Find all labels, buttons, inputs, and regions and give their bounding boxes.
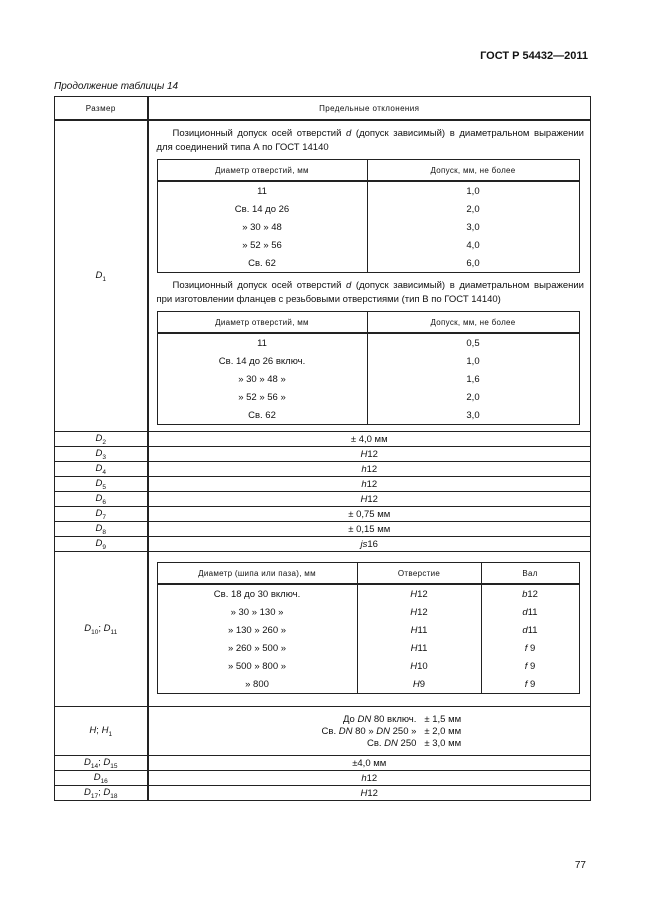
deviation-value: ± 4,0 мм bbox=[148, 432, 591, 447]
d1a-cell: 2,0 bbox=[367, 200, 579, 218]
d1a-row bbox=[157, 181, 579, 200]
d10-content bbox=[148, 552, 591, 707]
fit-cell: d11 bbox=[481, 603, 579, 621]
d1b-header-tolerance: Допуск, мм, не более bbox=[367, 312, 579, 334]
d1b-cell: Св. 14 до 26 включ. bbox=[157, 352, 367, 370]
header-size: Размер bbox=[55, 97, 148, 121]
height-tolerance: ± 3,0 мм bbox=[424, 737, 462, 749]
d1b-cell: 1,6 bbox=[367, 370, 579, 388]
fit-header-diameter: Диаметр (шипа или паза), мм bbox=[157, 563, 357, 585]
deviation-value: ±4,0 мм bbox=[148, 756, 591, 771]
row-d1 bbox=[55, 120, 591, 432]
d1b-cell: 3,0 bbox=[367, 406, 579, 425]
d1a-cell: 3,0 bbox=[367, 218, 579, 236]
height-range: Св. DN 250 bbox=[366, 737, 417, 749]
size-label: $D_2$ bbox=[55, 432, 148, 447]
table-header-row bbox=[55, 97, 591, 121]
simple-row bbox=[55, 462, 591, 477]
d1b-cell: Св. 62 bbox=[157, 406, 367, 425]
d1b-header-diameter: Диаметр отверстий, мм bbox=[157, 312, 367, 334]
h-content bbox=[148, 707, 591, 756]
fit-row bbox=[157, 675, 579, 694]
d1b-row bbox=[157, 352, 579, 370]
d1b-cell: 2,0 bbox=[367, 388, 579, 406]
fit-row bbox=[157, 621, 579, 639]
size-label: $D_9$ bbox=[55, 537, 148, 552]
height-range: Св. DN 80 » DN 250 » bbox=[321, 725, 417, 737]
size-label: $D_{16}$ bbox=[55, 771, 148, 786]
deviation-value: H12 bbox=[148, 786, 591, 801]
height-tolerance: ± 1,5 мм bbox=[424, 713, 462, 725]
simple-row bbox=[55, 492, 591, 507]
standard-number: ГОСТ Р 54432—2011 bbox=[480, 50, 588, 62]
page-number: 77 bbox=[574, 860, 586, 871]
fit-cell: H12 bbox=[357, 603, 481, 621]
height-row bbox=[239, 737, 499, 749]
d1b-row bbox=[157, 406, 579, 425]
d1-type-a-table bbox=[157, 159, 580, 273]
d1a-row bbox=[157, 236, 579, 254]
d1b-row bbox=[157, 333, 579, 352]
d1-content bbox=[148, 120, 591, 432]
label-h-h1: H; $H_1$ bbox=[55, 707, 148, 756]
height-range: До DN 80 включ. bbox=[342, 713, 417, 725]
fit-cell: f 9 bbox=[481, 675, 579, 694]
height-row bbox=[239, 713, 499, 725]
d1a-cell: Св. 14 до 26 bbox=[157, 200, 367, 218]
fit-cell: » 130 » 260 » bbox=[157, 621, 357, 639]
deviation-value: h12 bbox=[148, 771, 591, 786]
size-label: $D_8$ bbox=[55, 522, 148, 537]
fit-cell: b12 bbox=[481, 584, 579, 603]
d1-paragraph-type-b: Позиционный допуск осей отверстий d (допуск зависимый) в диаметральном выражении при изготовлении фланцев с резьбовыми отверстиями (тип В по ГОСТ 14140) bbox=[156, 280, 584, 305]
fit-cell: H11 bbox=[357, 639, 481, 657]
d1a-cell: » 30 » 48 bbox=[157, 218, 367, 236]
fit-cell: H9 bbox=[357, 675, 481, 694]
d1-paragraph-type-a: Позиционный допуск осей отверстий d (допуск зависимый) в диаметральном выражении для соединений типа А по ГОСТ 14140 bbox=[156, 128, 584, 153]
fit-row bbox=[157, 639, 579, 657]
fit-cell: Св. 18 до 30 включ. bbox=[157, 584, 357, 603]
simple-row bbox=[55, 537, 591, 552]
fit-cell: » 260 » 500 » bbox=[157, 639, 357, 657]
header-deviations: Предельные отклонения bbox=[148, 97, 591, 121]
simple-row bbox=[55, 756, 591, 771]
height-tolerance-list bbox=[239, 713, 499, 749]
d1b-cell: 0,5 bbox=[367, 333, 579, 352]
label-d10-d11: $D_{10}$; $D_{11}$ bbox=[55, 552, 148, 707]
deviation-value: h12 bbox=[148, 462, 591, 477]
fit-cell: f 9 bbox=[481, 639, 579, 657]
fit-cell: H10 bbox=[357, 657, 481, 675]
fit-header-hole: Отверстие bbox=[357, 563, 481, 585]
table-continuation-caption: Продолжение таблицы 14 bbox=[54, 81, 179, 92]
simple-row bbox=[55, 786, 591, 801]
d1b-row bbox=[157, 370, 579, 388]
row-d10-d11 bbox=[55, 552, 591, 707]
fit-cell: » 800 bbox=[157, 675, 357, 694]
fit-table bbox=[157, 562, 580, 694]
simple-row bbox=[55, 477, 591, 492]
size-label: $D_4$ bbox=[55, 462, 148, 477]
size-label: $D_{14}$; $D_{15}$ bbox=[55, 756, 148, 771]
size-label: $D_{17}$; $D_{18}$ bbox=[55, 786, 148, 801]
d1b-cell: » 52 » 56 » bbox=[157, 388, 367, 406]
height-tolerance: ± 2,0 мм bbox=[424, 725, 462, 737]
deviation-value: H12 bbox=[148, 492, 591, 507]
d1b-row bbox=[157, 388, 579, 406]
fit-row bbox=[157, 657, 579, 675]
d1a-cell: 1,0 bbox=[367, 181, 579, 200]
deviation-value: ± 0,15 мм bbox=[148, 522, 591, 537]
size-label: $D_5$ bbox=[55, 477, 148, 492]
fit-cell: » 30 » 130 » bbox=[157, 603, 357, 621]
fit-row bbox=[157, 603, 579, 621]
d1a-cell: 6,0 bbox=[367, 254, 579, 273]
d1a-row bbox=[157, 254, 579, 273]
fit-cell: H11 bbox=[357, 621, 481, 639]
d1a-header-diameter: Диаметр отверстий, мм bbox=[157, 160, 367, 182]
simple-row bbox=[55, 432, 591, 447]
size-label: $D_6$ bbox=[55, 492, 148, 507]
d1a-cell: Св. 62 bbox=[157, 254, 367, 273]
d1a-row bbox=[157, 218, 579, 236]
fit-cell: H12 bbox=[357, 584, 481, 603]
size-label: $D_7$ bbox=[55, 507, 148, 522]
d1b-cell: 1,0 bbox=[367, 352, 579, 370]
deviation-value: ± 0,75 мм bbox=[148, 507, 591, 522]
d1a-cell: 11 bbox=[157, 181, 367, 200]
simple-row bbox=[55, 447, 591, 462]
fit-cell: d11 bbox=[481, 621, 579, 639]
fit-cell: f 9 bbox=[481, 657, 579, 675]
deviation-value: js16 bbox=[148, 537, 591, 552]
fit-row bbox=[157, 584, 579, 603]
d1-type-b-table bbox=[157, 311, 580, 425]
fit-cell: » 500 » 800 » bbox=[157, 657, 357, 675]
d1b-cell: 11 bbox=[157, 333, 367, 352]
row-h-h1 bbox=[55, 707, 591, 756]
simple-row bbox=[55, 522, 591, 537]
size-label: $D_3$ bbox=[55, 447, 148, 462]
d1a-header-tolerance: Допуск, мм, не более bbox=[367, 160, 579, 182]
label-d1: $D_1$ bbox=[55, 120, 148, 432]
fit-header-shaft: Вал bbox=[481, 563, 579, 585]
d1b-cell: » 30 » 48 » bbox=[157, 370, 367, 388]
d1a-cell: 4,0 bbox=[367, 236, 579, 254]
simple-row bbox=[55, 507, 591, 522]
deviation-value: h12 bbox=[148, 477, 591, 492]
deviation-value: H12 bbox=[148, 447, 591, 462]
d1a-row bbox=[157, 200, 579, 218]
tolerance-table bbox=[54, 96, 591, 801]
height-row bbox=[239, 725, 499, 737]
d1a-cell: » 52 » 56 bbox=[157, 236, 367, 254]
simple-row bbox=[55, 771, 591, 786]
